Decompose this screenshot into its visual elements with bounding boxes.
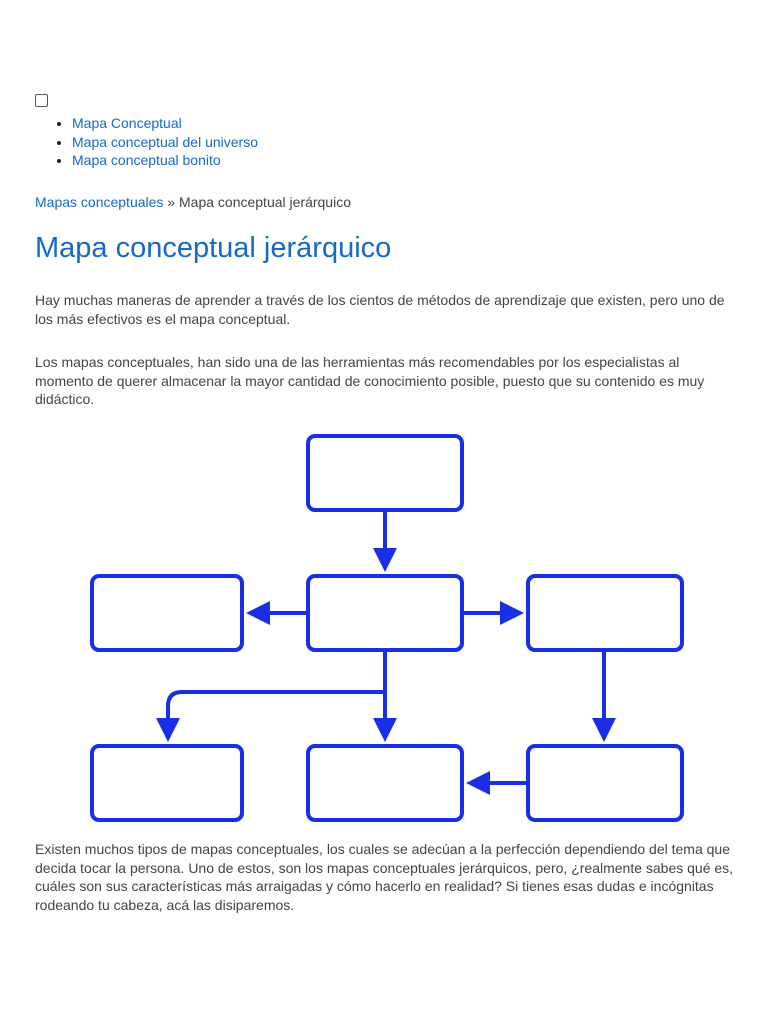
page-title: Mapa conceptual jerárquico (35, 232, 392, 264)
diagram-box-bottom-center (308, 746, 462, 820)
breadcrumb-parent-link[interactable]: Mapas conceptuales (35, 194, 164, 210)
diagram-arrow-center-to-bottom-left (168, 692, 385, 738)
breadcrumb-current: Mapa conceptual jerárquico (179, 194, 351, 210)
nav-link-mapa-bonito[interactable]: Mapa conceptual bonito (72, 152, 221, 168)
nav-link-mapa-universo[interactable]: Mapa conceptual del universo (72, 133, 259, 150)
third-paragraph: Existen muchos tipos de mapas conceptuales, los cuales se adecúan a la perfección dependiendo del tema que decida tocar la persona. Uno de estos, son los mapas conceptuales jerárquicos, pero, ¿realmente sabes qué es, cuáles son sus características más arraigadas y cómo hacerlo en realidad? Si tienes esas dudas e incógnitas rodeando tu cabeza, acá las disiparemos. (35, 841, 734, 913)
nav-item (72, 114, 258, 133)
diagram-box-bottom-right (528, 746, 682, 820)
nav-link-mapa-conceptual[interactable]: Mapa Conceptual (72, 115, 182, 131)
breadcrumb-separator: » (163, 194, 179, 210)
breadcrumb (35, 194, 351, 210)
nav-item (72, 151, 258, 170)
nav-list (52, 114, 258, 170)
diagram-box-bottom-left (92, 746, 242, 820)
diagram-box-mid-center (308, 576, 462, 650)
menu-toggle-checkbox[interactable] (35, 94, 48, 107)
nav-item (72, 133, 258, 152)
diagram-box-mid-left (92, 576, 242, 650)
diagram-box-mid-right (528, 576, 682, 650)
intro-paragraph: Hay muchas maneras de aprender a través de los cientos de métodos de aprendizaje que existen, pero uno de los más efectivos es el mapa conceptual. (35, 292, 725, 327)
hierarchical-concept-map-image (86, 430, 686, 824)
second-paragraph: Los mapas conceptuales, han sido una de las herramientas más recomendables por los especialistas al momento de querer almacenar la mayor cantidad de conocimiento posible, puesto que su contenido es muy didáctico. (35, 354, 705, 407)
diagram-box-top (308, 436, 462, 510)
